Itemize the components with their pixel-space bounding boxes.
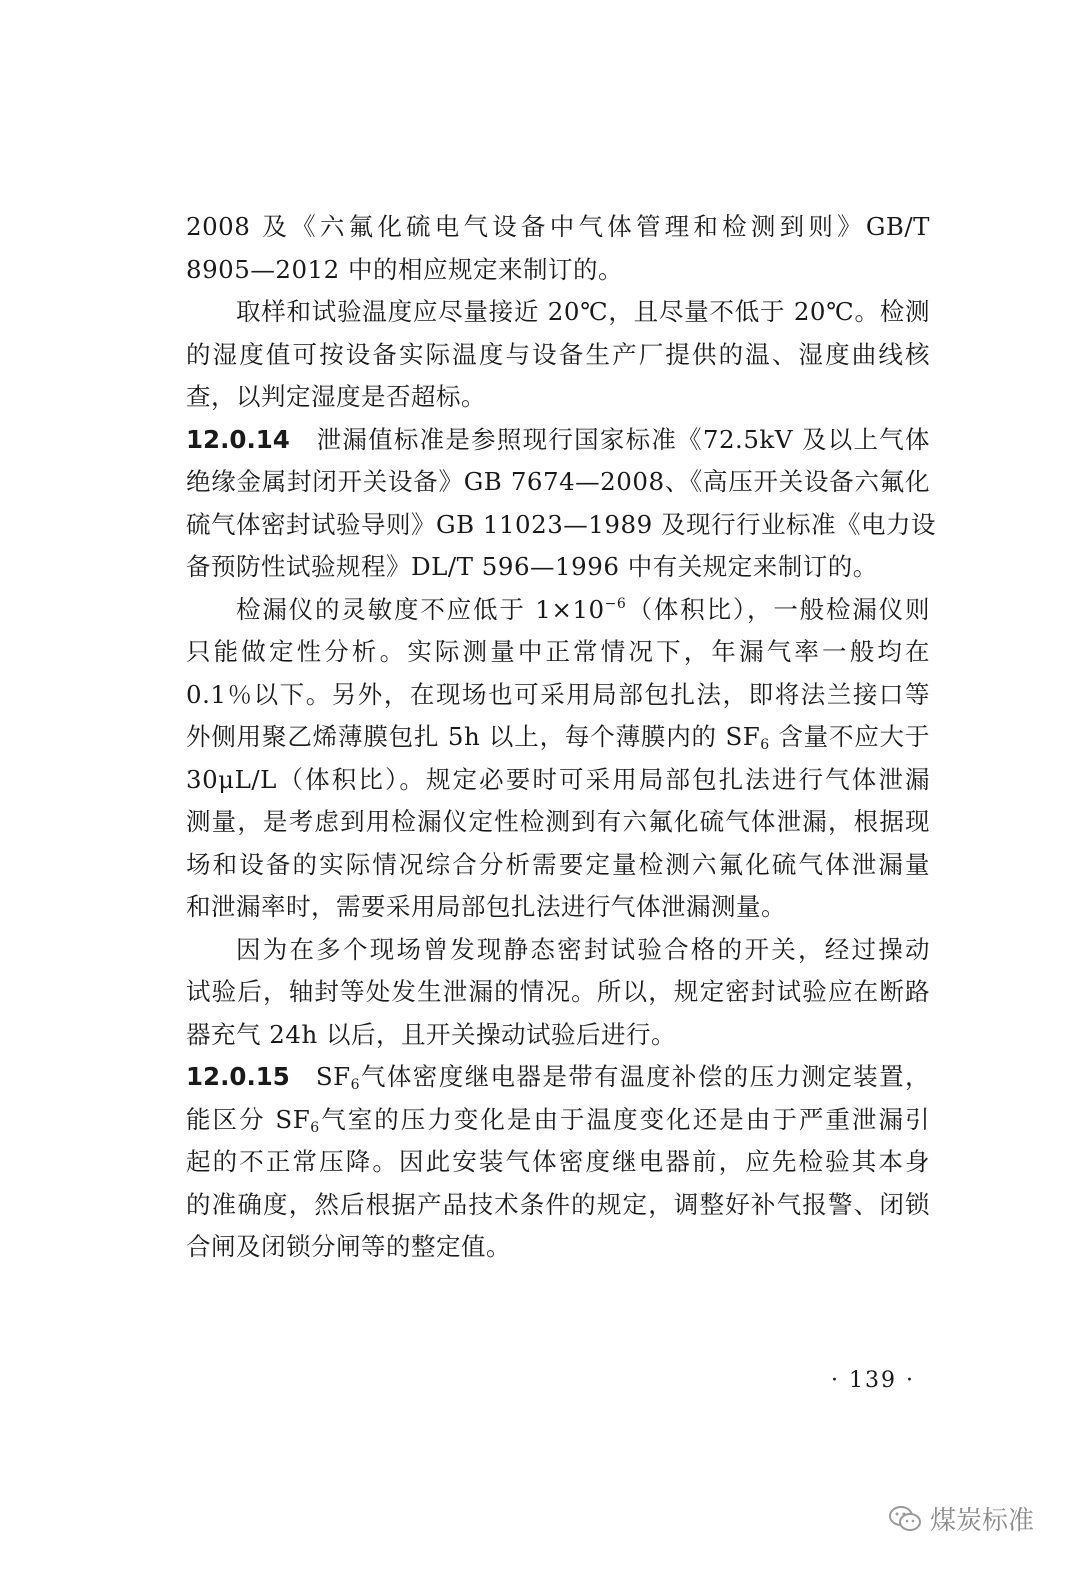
line-text: 只能做定性分析。实际测量中正常情况下，年漏气率一般均在 bbox=[186, 637, 930, 666]
paragraph-start-line bbox=[186, 589, 930, 632]
line-text: 能区分 SF bbox=[186, 1104, 311, 1134]
line-text: 含量不应大于 bbox=[769, 722, 930, 751]
subscript: 6 bbox=[760, 737, 770, 753]
text-line bbox=[186, 1141, 930, 1184]
page-number: · 139 · bbox=[831, 1368, 915, 1393]
text-line bbox=[186, 376, 930, 419]
text-line bbox=[186, 1184, 930, 1227]
wechat-icon bbox=[888, 1504, 922, 1534]
line-text: 测量，是考虑到用检漏仪定性检测到有六氟化硫气体泄漏，根据现 bbox=[186, 807, 930, 836]
text-line bbox=[186, 801, 930, 844]
line-text: 器充气 24h 以后，且开关操动试验后进行。 bbox=[186, 1019, 677, 1049]
line-text: 备预防性试验规程》DL/T 596—1996 中有关规定来制订的。 bbox=[186, 552, 878, 581]
line-text: 查，以判定湿度是否超标。 bbox=[186, 382, 486, 411]
subscript: 6 bbox=[350, 1077, 361, 1093]
text-line bbox=[186, 886, 930, 929]
text-line bbox=[186, 759, 930, 802]
line-text: 0.1％以下。另外，在现场也可采用局部包扎法，即将法兰接口等 bbox=[186, 679, 930, 709]
text-line bbox=[186, 971, 930, 1014]
text-line bbox=[186, 674, 930, 717]
line-text: 取样和试验温度应尽量接近 20℃，且尽量不低于 20℃。检测 bbox=[236, 297, 930, 326]
body-text bbox=[186, 206, 936, 1269]
text-line bbox=[186, 206, 930, 249]
line-text: 8905—2012 中的相应规定来制订的。 bbox=[186, 254, 623, 284]
text-line bbox=[186, 461, 930, 504]
line-text: 的湿度值可按设备实际温度与设备生产厂提供的温、湿度曲线核 bbox=[186, 339, 930, 369]
line-text: 因为在多个现场曾发现静态密封试验合格的开关，经过操动 bbox=[236, 934, 930, 964]
line-text: 2008 及《六氟化硫电气设备中气体管理和检测到则》GB/T bbox=[186, 212, 930, 241]
line-text: 起的不正常压降。因此安装气体密度继电器前，应先检验其本身 bbox=[186, 1147, 930, 1176]
line-text: 场和设备的实际情况综合分析需要定量检测六氟化硫气体泄漏量 bbox=[186, 849, 930, 879]
watermark bbox=[888, 1500, 1034, 1537]
text-line bbox=[186, 546, 930, 589]
line-text: 30μL/L（体积比）。规定必要时可采用局部包扎法进行气体泄漏 bbox=[186, 764, 930, 794]
line-text: 的准确度，然后根据产品技术条件的规定，调整好补气报警、闭锁 bbox=[186, 1189, 930, 1219]
subscript: 6 bbox=[310, 1119, 320, 1136]
line-text: 气室的压力变化是由于温度变化还是由于严重泄漏引 bbox=[319, 1104, 931, 1134]
line-text: 泄漏值标准是参照现行国家标准《72.5kV 及以上气体 bbox=[315, 424, 930, 454]
paragraph-start-line bbox=[186, 929, 930, 972]
text-line bbox=[186, 249, 930, 292]
clause-line bbox=[186, 419, 930, 462]
text-line bbox=[186, 1014, 930, 1057]
text-line bbox=[186, 334, 930, 377]
line-text: 外侧用聚乙烯薄膜包扎 5h 以上，每个薄膜内的 SF bbox=[186, 722, 761, 751]
line-text: （体积比），一般检漏仪则 bbox=[626, 594, 930, 624]
text-line bbox=[186, 1226, 930, 1269]
line-text: 和泄漏率时，需要采用局部包扎法进行气体泄漏测量。 bbox=[186, 892, 786, 921]
text-line bbox=[186, 844, 930, 887]
clause-number: 12.0.15 bbox=[186, 1062, 290, 1091]
text-line bbox=[186, 1099, 930, 1142]
text-line bbox=[186, 716, 930, 759]
clause-line bbox=[186, 1056, 930, 1099]
line-text: 绝缘金属封闭开关设备》GB 7674—2008、《高压开关设备六氟化 bbox=[186, 467, 930, 496]
line-text: 合闸及闭锁分闸等的整定值。 bbox=[186, 1232, 511, 1261]
exponent: −6 bbox=[604, 595, 627, 612]
clause-number: 12.0.14 bbox=[186, 424, 290, 454]
line-text: SF bbox=[315, 1062, 351, 1091]
line-text: 试验后，轴封等处发生泄漏的情况。所以，规定密封试验应在断路 bbox=[186, 977, 930, 1006]
line-text: 硫气体密封试验导则》GB 11023—1989 及现行行业标准《电力设 bbox=[186, 509, 936, 539]
text-line bbox=[186, 631, 930, 674]
paragraph-start-line bbox=[186, 291, 930, 334]
watermark-text: 煤炭标准 bbox=[929, 1506, 1034, 1536]
line-text: 检漏仪的灵敏度不应低于 1×10 bbox=[236, 594, 605, 624]
line-text: 气体密度继电器是带有温度补偿的压力测定装置， bbox=[360, 1062, 930, 1091]
text-line bbox=[186, 504, 936, 547]
